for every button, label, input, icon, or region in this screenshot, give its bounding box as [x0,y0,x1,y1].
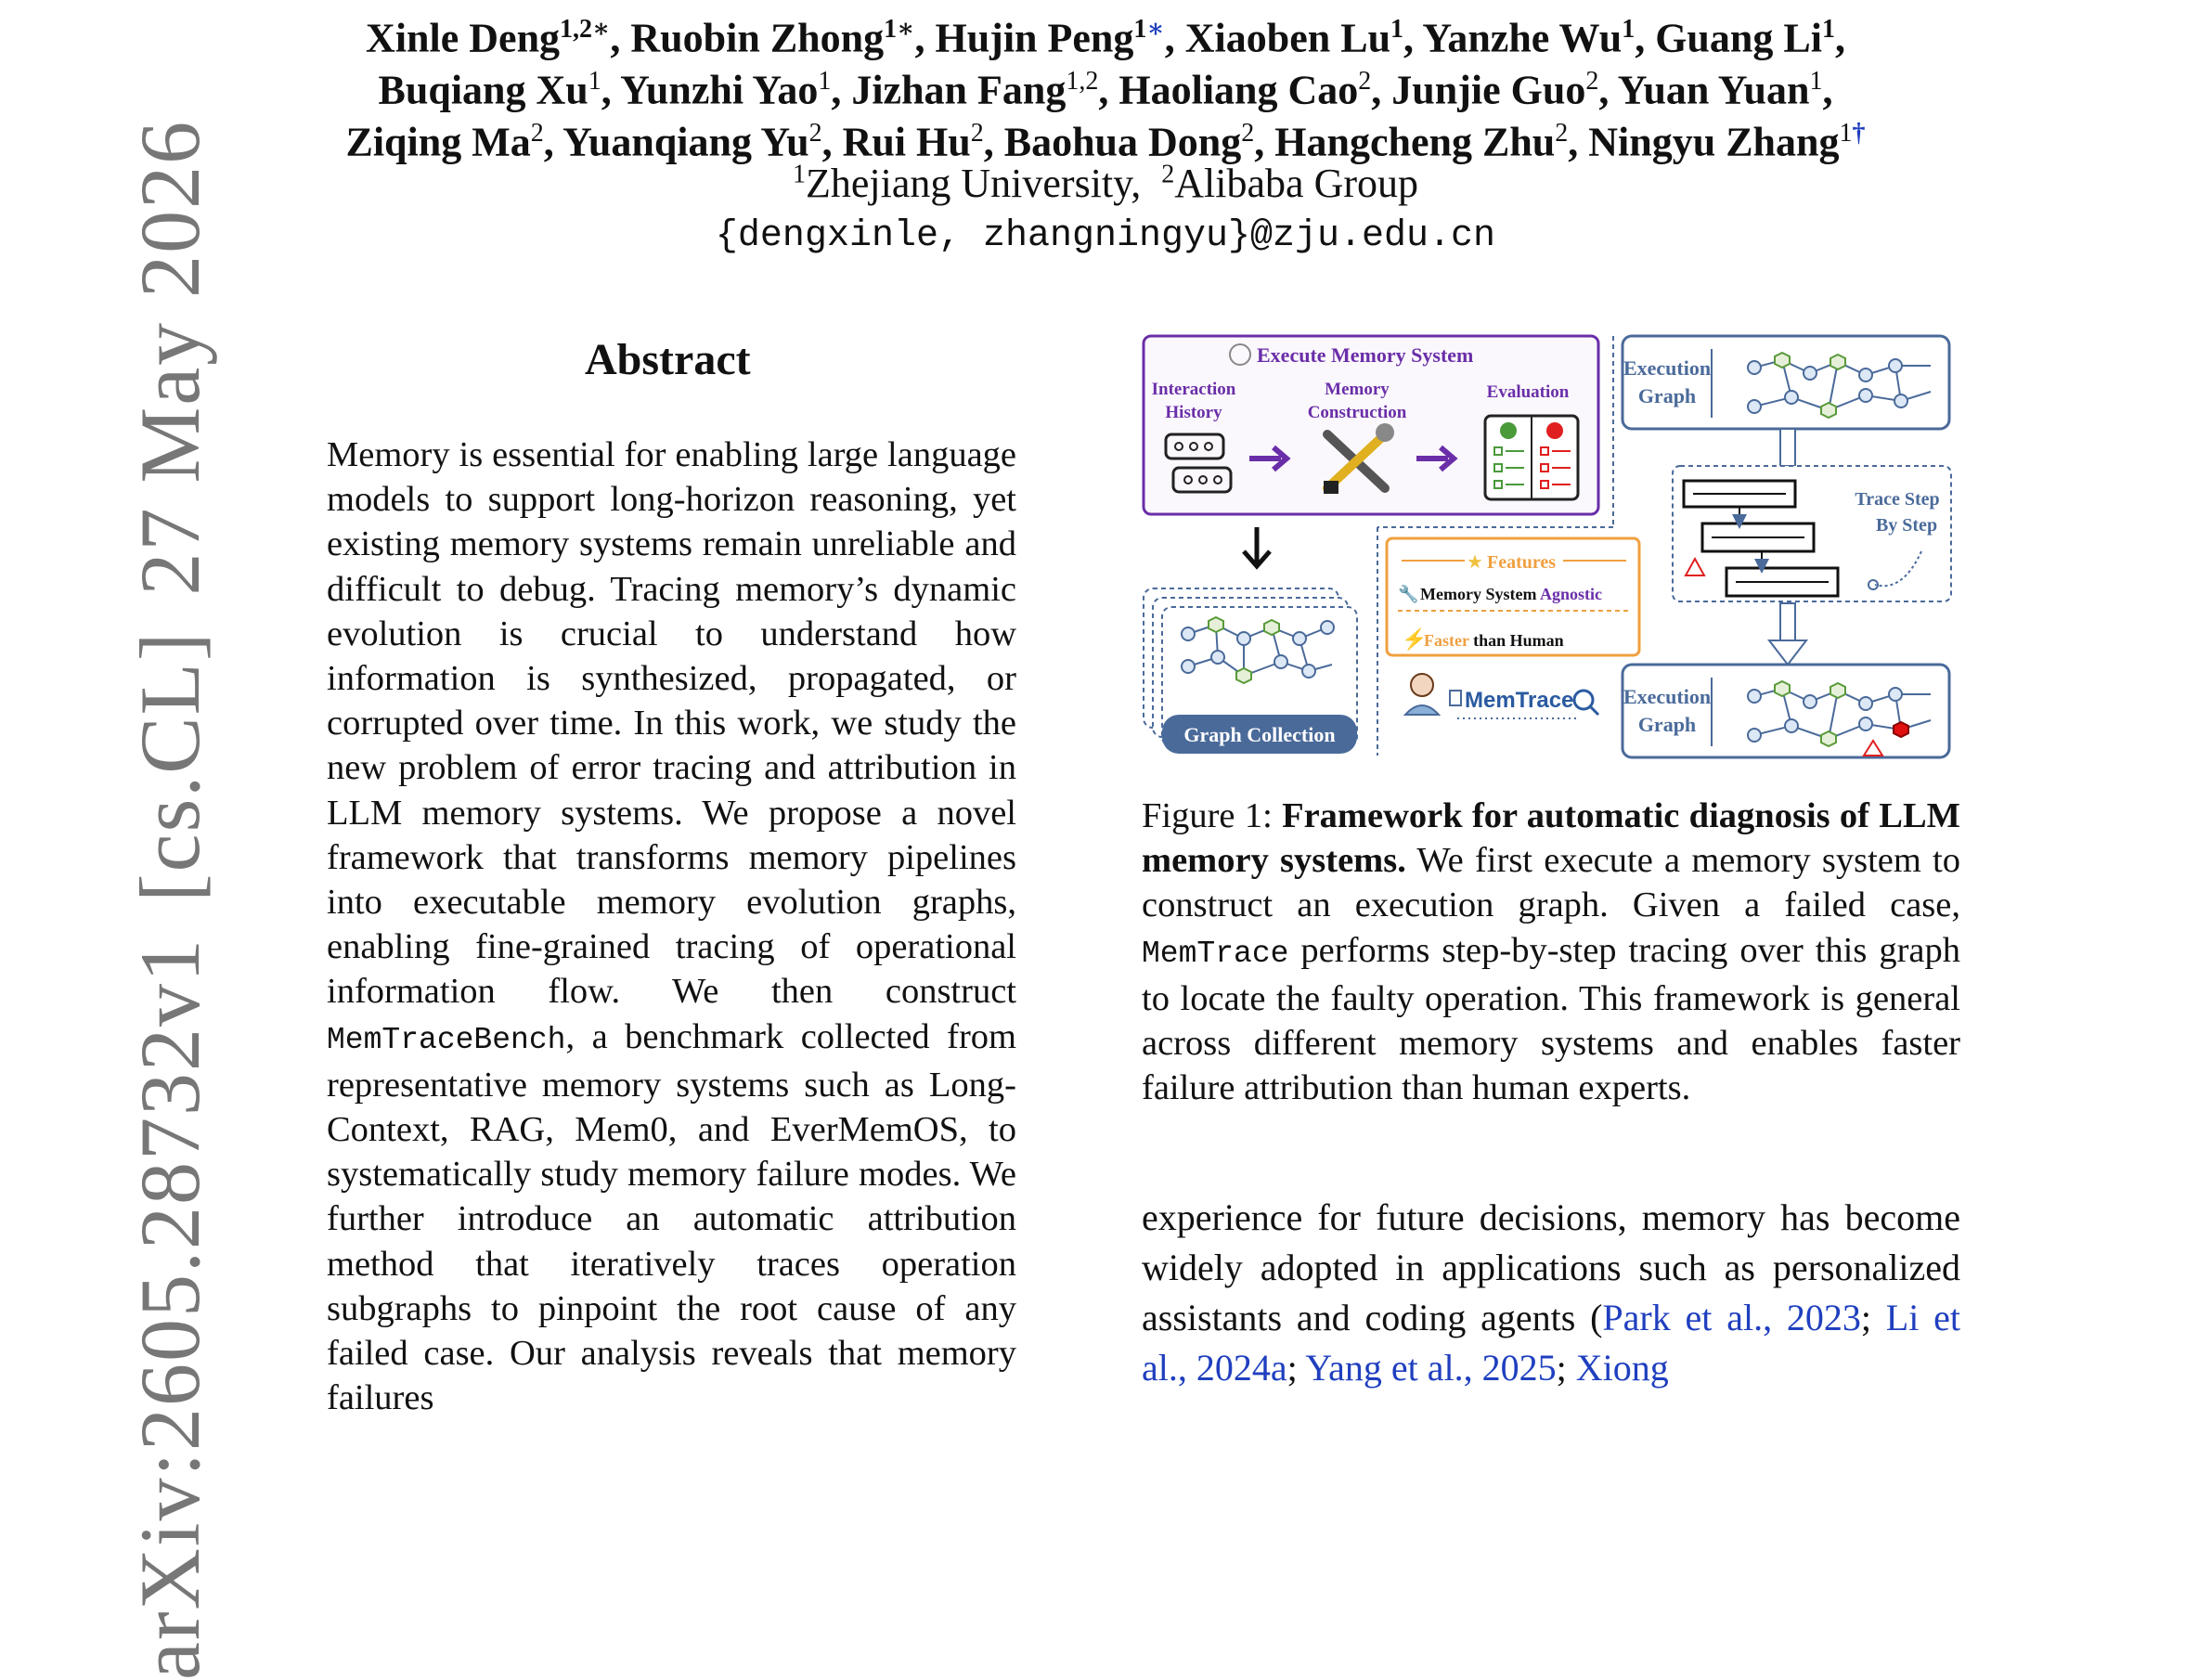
citation-link[interactable]: Yang et al., [1305,1347,1473,1389]
graph-collection-label: Graph Collection [1183,723,1336,746]
affil-sup: 1 [884,15,898,44]
feature-agnostic: Memory System Agnostic [1420,585,1602,603]
trace-step-panel [1673,466,1951,601]
body-text: experience for future decisions, memory has become widely adopted in applications such as personalized assistants and coding agents ( [1142,1196,1960,1338]
memory-construction-label: Construction [1307,403,1407,422]
author-name: Jizhan Fang [851,67,1067,113]
benchmark-name: MemTraceBench [327,1022,566,1057]
memory-construction-label: Memory [1325,380,1390,399]
arrow-down-icon [1769,603,1806,665]
trace-step-label: By Step [1875,515,1938,536]
affil-sup: 1 [1622,15,1636,44]
author-name: Guang Li [1655,15,1822,61]
arxiv-category: [cs.CL] [123,630,217,902]
arxiv-date: 27 May 2026 [123,119,217,596]
figure-1 [1142,332,1960,769]
affil-sup: 1 [1839,119,1853,148]
contact-email[interactable]: {dengxinle, zhangningyu}@zju.edu.cn [715,215,1496,257]
lightning-icon: ⚡ [1402,627,1428,651]
human-expert-icon [1405,674,1439,715]
caption-label: Figure 1: [1142,796,1283,835]
affil-sup: 2 [1358,67,1372,96]
author-name: Buqiang Xu [378,67,588,113]
author-name: Ziqing Ma [345,119,531,165]
citation-link[interactable]: Xiong [1575,1347,1669,1389]
execute-memory-system-panel [1144,336,1598,514]
author-name: Hangcheng Zhu [1274,119,1556,165]
graph-collection [1144,588,1357,754]
affil-sup: 2 [1585,67,1599,96]
abstract-title: Abstract [585,335,751,384]
figure-caption [1142,794,1960,1110]
interaction-history-label: History [1165,403,1222,422]
author-name: Ningyu Zhang [1588,119,1840,165]
equal-mark: ∗ [897,15,915,44]
citation-link[interactable]: 2023 [1786,1297,1861,1338]
author-name: Xinle Deng [366,15,561,61]
author-name: Yanzhe Wu [1422,15,1623,61]
magnifier-icon [1574,691,1593,709]
abstract-text: , a benchmark collected from representative memory systems such as Long-Context, RAG, Mem0, and EverMemOS, to systematically study memory failure modes. We further introduce an automatic attribution method that iteratively traces operation subgraphs to pinpoint the root cause of any failed case. Our analysis reveals that memory failures [327,1016,1016,1418]
affil-sup: 1,2 [1066,67,1099,96]
affiliation-1: Zhejiang University, [806,161,1142,206]
interaction-history-label: Interaction [1151,380,1236,399]
author-name: Rui Hu [842,119,971,165]
affil-sup: 2 [530,119,544,148]
memtrace-logo [1450,688,1598,718]
author-line-3: Ziqing Ma$^2$, Yuanqiang Yu$^2$, Rui Hu$^2$, Baohua Dong$^2$, Hangcheng Zhu$^2$, Ningyu Zhang$^{1\dagger}$ [345,119,1866,165]
caption-text: We first execute a memory system to construct an execution graph. Given a failed case, [1142,841,1960,925]
affiliations [0,160,2211,207]
execution-graph-label: Graph [1637,713,1697,736]
author-name: Yunzhi Yao [620,67,819,113]
affil-sup: 1 [1390,15,1404,44]
arrow-down-icon [1244,527,1270,566]
author-name: Haoliang Cao [1118,67,1359,113]
affil-sup: 2 [1241,119,1255,148]
feature-faster: Faster than Human [1424,631,1564,650]
execution-graph-label: Execution [1623,356,1712,380]
evaluation-label: Evaluation [1486,382,1570,402]
affil-sup: 2 [1555,119,1569,148]
affil-sup: 1 [793,160,806,189]
author-line-2: Buqiang Xu$^1$, Yunzhi Yao$^1$, Jizhan Fang$^{1,2}$, Haoliang Cao$^2$, Junjie Guo$^2$, Yuan Yuan$^1$, [378,67,1833,113]
author-name: Baohua Dong [1003,119,1242,165]
execution-graph-top [1623,336,1949,429]
affil-sup: 1 [1821,15,1835,44]
abstract-text: Memory is essential for enabling large language models to support long-horizon reasoning, yet existing memory systems remain unreliable and difficult to debug. Tracing memory’s dynamic evolution is crucial to understand how information is synthesized, propagated, or corrupted over time. In this work, we study the new problem of error tracing and attribution in LLM memory systems. We propose a novel framework that transforms memory pipelines into executable memory evolution graphs, enabling fine-grained tracing of operational information flow. We then construct [327,435,1016,1012]
author-name: Xiaoben Lu [1184,15,1391,61]
affil-sup: 2 [970,119,984,148]
corresponding-mark: † [1852,119,1866,148]
citation-link[interactable]: Li et al., [1142,1297,1961,1389]
affil-sup: 1 [818,67,832,96]
equal-mark: ∗ [1146,15,1165,44]
caption-text: performs step-by-step tracing over this graph to locate the faulty operation. This framework is general across different memory systems and enables faster failure attribution than human experts. [1142,930,1960,1108]
features-title: Features [1487,552,1557,573]
arxiv-stamp [121,119,232,1680]
author-name: Ruobin Zhong [630,15,885,61]
execution-graph-label: Execution [1623,685,1712,708]
citation-link[interactable]: 2024a [1196,1347,1287,1389]
affil-sup: 1 [1809,67,1823,96]
affil-sup: 2 [1161,160,1175,189]
author-name: Yuanqiang Yu [562,119,809,165]
evaluation-icon [1485,416,1578,499]
abstract-body [327,433,1016,1420]
equal-mark: ∗ [592,15,611,44]
author-name: Yuan Yuan [1617,67,1810,113]
affil-sup: 1 [588,67,601,96]
affil-sup: 2 [808,119,822,148]
citation-link[interactable]: Park et al., [1602,1297,1773,1338]
affil-sup: 1 [1133,15,1147,44]
execution-graph-bottom [1623,665,1949,757]
memtrace-label: MemTrace [1465,688,1574,713]
affiliation-2: Alibaba Group [1174,161,1418,206]
author-name: Junjie Guo [1391,67,1586,113]
citation-link[interactable]: 2025 [1481,1347,1557,1389]
wrench-icon: 🔧 [1398,585,1419,603]
star-icon: ★ [1467,552,1483,573]
execution-graph-label: Graph [1637,384,1697,407]
method-name: MemTrace [1142,936,1289,971]
affil-sup: 1,2 [560,15,593,44]
execute-title: Execute Memory System [1257,343,1474,367]
faulty-node [1894,722,1908,737]
intro-paragraph: experience for future decisions, memory has become widely adopted in applications such as personalized assistants and coding agents (Park et al., 2023; Li et al., 2024a; Yang et al., 2025; Xiong [1142,1196,1961,1389]
caption-title: Framework for automatic diagnosis of LLM memory systems. [1142,796,1960,881]
arxiv-id[interactable]: arXiv:2605.28732v1 [123,937,217,1680]
trace-step-label: Trace Step [1855,489,1940,510]
author-name: Hujin Peng [935,15,1134,61]
features-panel [1387,538,1639,655]
author-line-1: Xinle Deng$^{1,2∗}$, Ruobin Zhong$^{1∗}$, Hujin Peng$^{1∗}$, Xiaoben Lu$^1$, Yanzhe Wu$^1$, Guang Li$^1$, [366,15,1845,61]
